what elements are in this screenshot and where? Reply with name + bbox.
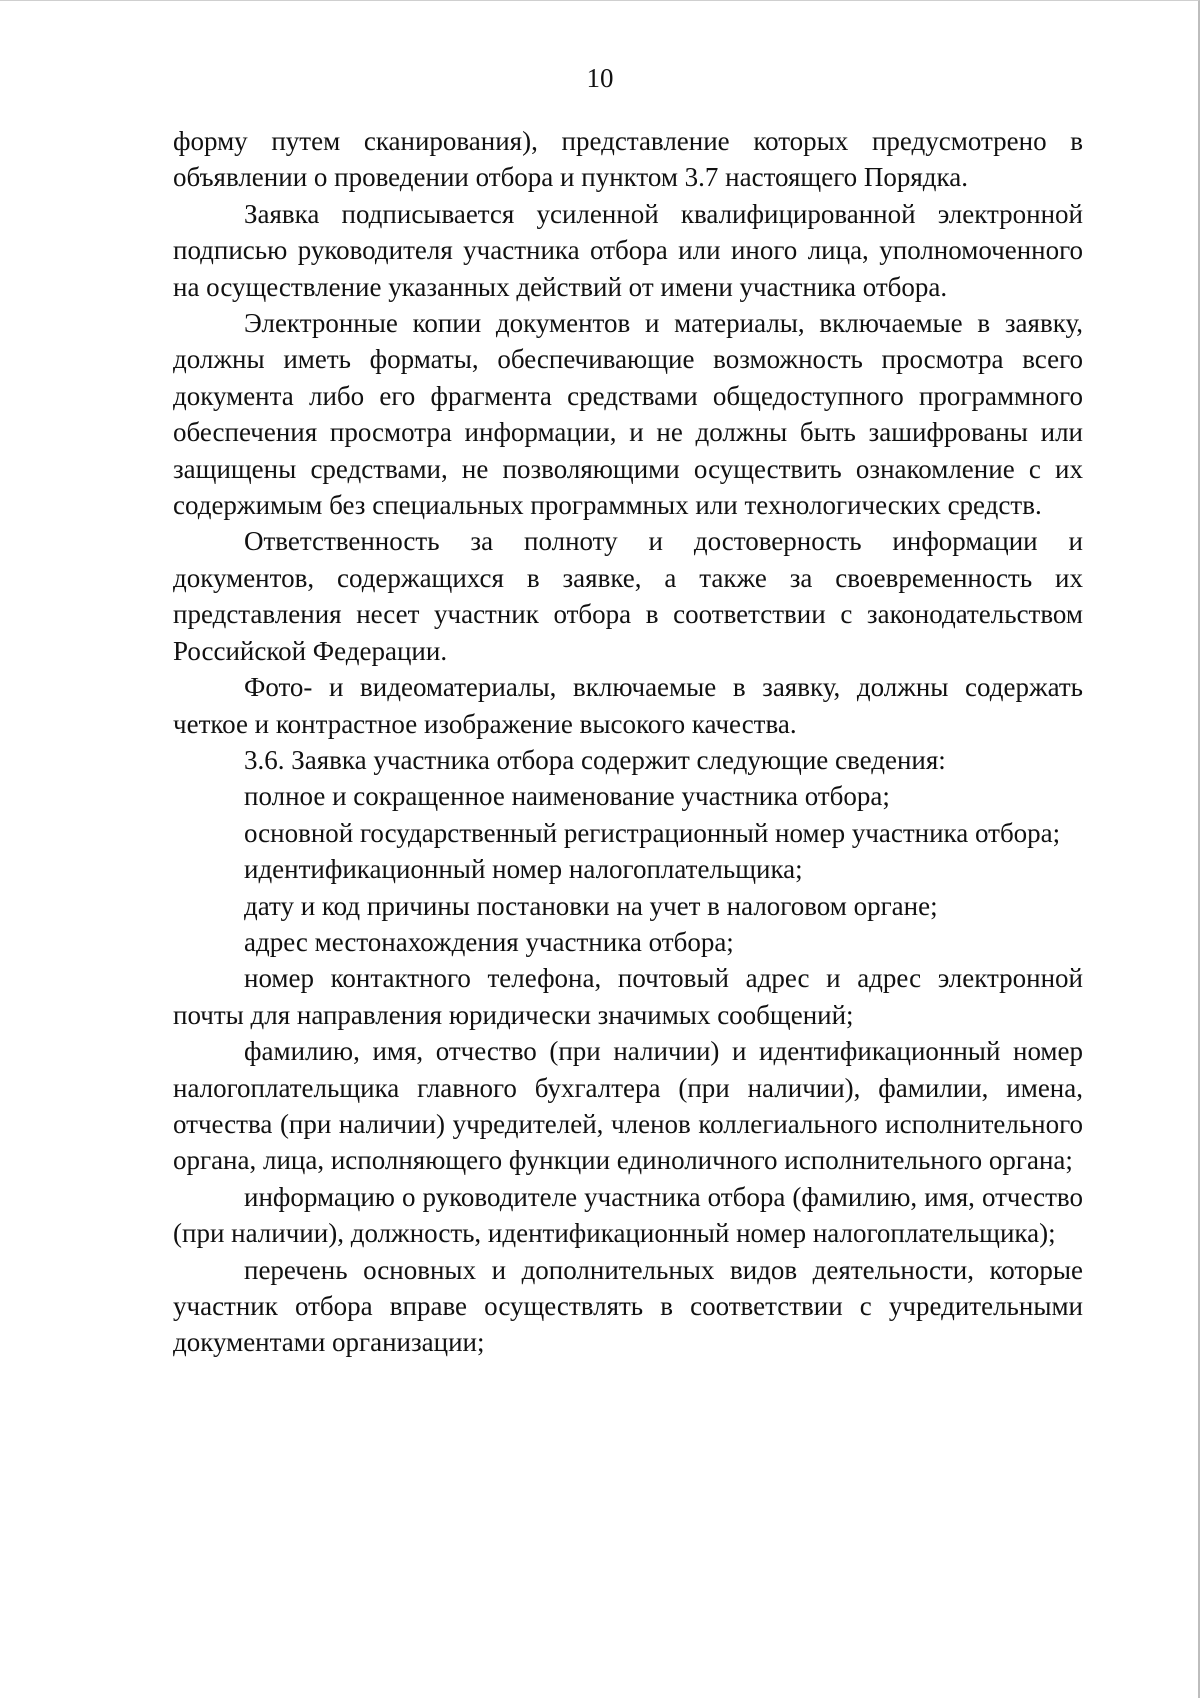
page-number: 10 xyxy=(586,63,614,93)
paragraph-photo-video: Фото- и видеоматериалы, включаемые в заявку, должны содержать четкое и контрастное изображение высокого качества. xyxy=(173,672,1083,739)
list-item-contacts: номер контактного телефона, почтовый адрес и адрес электронной почты для направления юридически значимых сообщений; xyxy=(173,963,1083,1030)
list-item-director-info: информацию о руководителе участника отбора (фамилию, имя, отчество (при наличии), должность, идентификационный номер налогоплательщика); xyxy=(173,1181,1083,1249)
paragraph-signature: Заявка подписывается усиленной квалифицированной электронной подписью руководителя участника отбора или иного лица, уполномоченного на осуществление указанных действий от имени участника отбора. xyxy=(173,198,1083,302)
paragraph-electronic-copies: Электронные копии документов и материалы, включаемые в заявку, должны иметь форматы, обеспечивающие возможность просмотра всего документа либо его фрагмента средствами общедоступного программного обеспечения просмотра информации, и не должны быть зашифрованы или защищены средствами, не позволяющими осуществить ознакомление с их содержимым без специальных программных или технологических средств. xyxy=(173,308,1083,521)
paragraph-continuation: форму путем сканирования), представление которых предусмотрено в объявлении о проведении отбора и пунктом 3.7 настоящего Порядка. xyxy=(173,126,1083,193)
paragraph-responsibility: Ответственность за полноту и достоверность информации и документов, содержащихся в заявке, а также за своевременность их представления несет участник отбора в соответствии с законодательством Российской Федерации. xyxy=(173,526,1083,666)
list-item-name: полное и сокращенное наименование участника отбора; xyxy=(244,781,890,812)
list-item-address: адрес местонахождения участника отбора; xyxy=(244,926,734,957)
list-item-ogrn: основной государственный регистрационный номер участника отбора; xyxy=(244,817,1061,848)
paragraph-section-3-6: 3.6. Заявка участника отбора содержит следующие сведения: xyxy=(244,744,946,775)
list-item-registration-date: дату и код причины постановки на учет в налоговом органе; xyxy=(244,890,938,921)
list-item-accountant-founders: фамилию, имя, отчество (при наличии) и идентификационный номер налогоплательщика главного бухгалтера (при наличии), фамилии, имена, отчества (при наличии) учредителей, членов коллегиального исполнительного органа, лица, исполняющего функции единоличного исполнительного органа; xyxy=(173,1036,1083,1176)
list-item-activities: перечень основных и дополнительных видов деятельности, которые участник отбора вправе осуществлять в соответствии с учредительными документами организации; xyxy=(173,1254,1083,1358)
list-item-inn: идентификационный номер налогоплательщика; xyxy=(244,854,803,885)
document-body xyxy=(173,123,1083,1361)
